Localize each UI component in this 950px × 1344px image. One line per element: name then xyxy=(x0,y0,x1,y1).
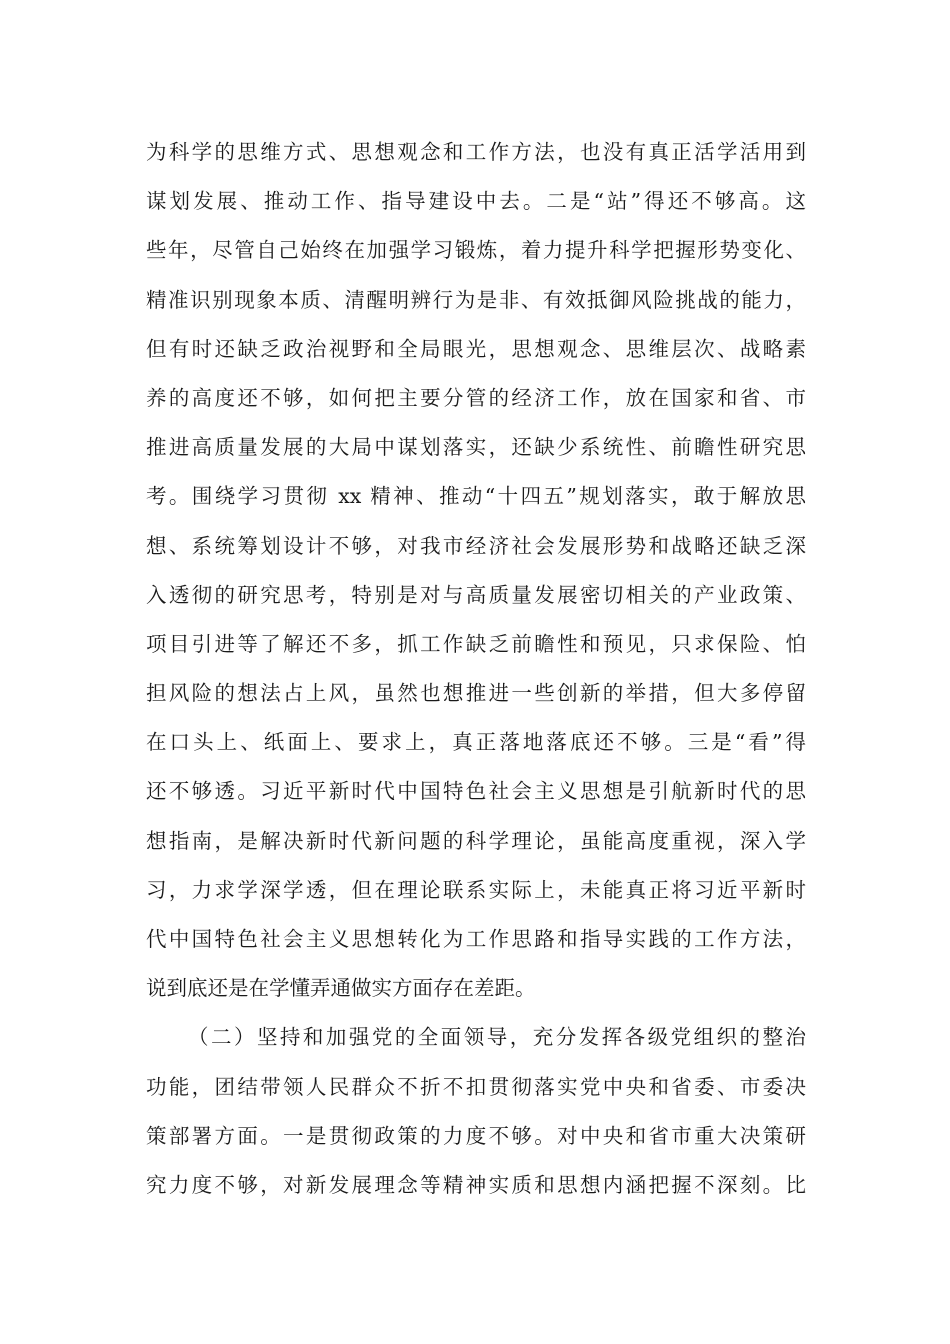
text-line: 习，力求学深学透，但在理论联系实际上，未能真正将习近平新时 xyxy=(146,877,806,902)
text-line: 些年，尽管自己始终在加强学习锻炼，着力提升科学把握形势变化、 xyxy=(146,238,806,263)
text-line: 还不够透。习近平新时代中国特色社会主义思想是引航新时代的思 xyxy=(146,779,806,804)
text-line: 说到底还是在学懂弄通做实方面存在差距。 xyxy=(146,976,536,1001)
document-body xyxy=(146,128,806,1210)
text-line: 担风险的想法占上风，虽然也想推进一些创新的举措，但大多停留 xyxy=(146,681,806,706)
text-line: 推进高质量发展的大局中谋划落实，还缺少系统性、前瞻性研究思 xyxy=(146,435,806,460)
text-line: 精准识别现象本质、清醒明辨行为是非、有效抵御风险挑战的能力， xyxy=(146,287,806,312)
text-line: 谋划发展、推动工作、指导建设中去。二是“站”得还不够高。这 xyxy=(146,189,806,214)
text-line: 究力度不够，对新发展理念等精神实质和思想内涵把握不深刻。比 xyxy=(146,1172,806,1197)
text-line: 想、系统筹划设计不够，对我市经济社会发展形势和战略还缺乏深 xyxy=(146,533,806,558)
text-line: 功能，团结带领人民群众不折不扣贯彻落实党中央和省委、市委决 xyxy=(146,1074,806,1099)
text-line: 为科学的思维方式、思想观念和工作方法，也没有真正活学活用到 xyxy=(146,140,806,164)
section-heading-line: （二）坚持和加强党的全面领导，充分发挥各级党组织的整治 xyxy=(188,1025,806,1050)
text-line: 策部署方面。一是贯彻政策的力度不够。对中央和省市重大决策研 xyxy=(146,1123,806,1148)
text-line: 考。围绕学习贯彻 xx 精神、推动“十四五”规划落实，敢于解放思 xyxy=(146,484,806,509)
text-line: 想指南，是解决新时代新问题的科学理论，虽能高度重视，深入学 xyxy=(146,828,806,853)
text-line: 代中国特色社会主义思想转化为工作思路和指导实践的工作方法， xyxy=(146,927,806,951)
text-line: 项目引进等了解还不多，抓工作缺乏前瞻性和预见，只求保险、怕 xyxy=(146,631,806,656)
text-line: 在口头上、纸面上、要求上，真正落地落底还不够。三是“看”得 xyxy=(146,730,806,755)
paragraph-2 xyxy=(146,1013,806,1210)
paragraph-1 xyxy=(146,128,806,1013)
text-line: 但有时还缺乏政治视野和全局眼光，思想观念、思维层次、战略素 xyxy=(146,336,806,361)
text-line: 入透彻的研究思考，特别是对与高质量发展密切相关的产业政策、 xyxy=(146,582,806,607)
text-line: 养的高度还不够，如何把主要分管的经济工作，放在国家和省、市 xyxy=(146,385,806,410)
